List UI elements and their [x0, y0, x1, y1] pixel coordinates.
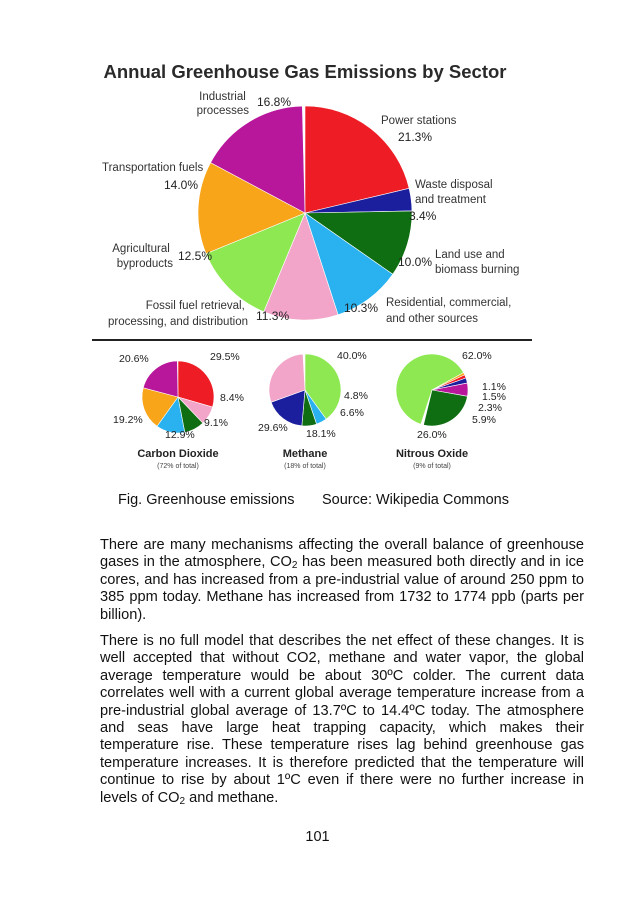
n2o-value-orange: 1.1% [482, 381, 506, 393]
ch4-chart-share: (18% of total) [284, 463, 326, 470]
caption-text: Fig. Greenhouse emissions [118, 492, 295, 508]
page-number: 101 [305, 829, 330, 845]
paragraph-2-subscript: 2 [179, 795, 186, 807]
n2o-value-lightgreen: 62.0% [462, 350, 492, 362]
paragraph-2-text-b: and methane. [185, 789, 279, 806]
paragraph-1-text-a: There are many mechanisms affecting the overall balance of greenhouse gases in the atmosphere, CO [100, 537, 584, 571]
body-paragraph-1 [100, 537, 584, 624]
n2o-value-red: 1.5% [482, 391, 506, 403]
label-industrial: Industrial processes [196, 91, 249, 117]
body-paragraph-2 [100, 633, 584, 807]
label-power: Power stations [381, 115, 457, 127]
ch4-value-navy: 18.1% [306, 428, 336, 440]
n2o-value-purple: 5.9% [472, 414, 496, 426]
label-fossil: Fossil fuel retrieval, processing, and distribution [108, 300, 248, 328]
value-industrial: 16.8% [257, 95, 292, 109]
main-pie-chart [198, 106, 412, 320]
co2-value-purple: 20.6% [119, 353, 149, 365]
label-agricultural: Agricultural byproducts [112, 243, 173, 270]
co2-value-orange: 19.2% [113, 414, 143, 426]
label-landuse: Land use and biomass burning [435, 249, 520, 276]
value-power: 21.3% [398, 130, 433, 144]
co2-value-pink: 8.4% [220, 392, 244, 404]
label-residential: Residential, commercial, and other sources [386, 297, 512, 325]
value-agricultural: 12.5% [178, 249, 213, 263]
n2o-value-green: 26.0% [417, 429, 447, 441]
co2-value-red: 29.5% [210, 351, 240, 363]
co2-chart-name: Carbon Dioxide [137, 448, 219, 460]
ch4-value-green: 6.6% [340, 407, 364, 419]
co2-chart-share: (72% of total) [157, 463, 199, 470]
value-landuse: 10.0% [398, 255, 433, 269]
paragraph-1-subscript: 2 [291, 560, 298, 572]
value-transport: 14.0% [164, 178, 199, 192]
label-waste: Waste disposal and treatment [415, 179, 493, 206]
nitrous-oxide-pie [396, 354, 468, 426]
ch4-chart-name: Methane [282, 448, 328, 460]
co2-value-green: 9.1% [204, 417, 228, 429]
figure-title: Annual Greenhouse Gas Emissions by Sector [103, 61, 507, 82]
caption-source: Source: Wikipedia Commons [322, 492, 509, 508]
ch4-value-pink: 29.6% [258, 422, 288, 434]
ch4-value-blue: 4.8% [344, 390, 368, 402]
ch4-value-lightgreen: 40.0% [337, 350, 367, 362]
value-waste: 3.4% [409, 209, 437, 223]
value-fossil: 11.3% [256, 309, 290, 323]
methane-pie [269, 354, 341, 426]
label-transport: Transportation fuels [102, 162, 204, 174]
paragraph-1-text-b: has been measured both directly and in ice cores, and has increased from a pre-industrial value of around 250 ppm to 385 ppm today. Methane has increased from 1732 to 1774 ppb (parts per billion). [100, 554, 584, 623]
paragraph-2-text-a: There is no full model that describes the net effect of these changes. It is well accepted that without CO2, methane and water vapor, the global average temperature would be about 30ºC colder. The current data correlates well with a current global average temperature increase from a pre-industrial global average of 13.7ºC to 14.4ºC today. The atmosphere and seas have large heat trapping capacity, which makes their temperature rise. These temperature rises lag behind greenhouse gas temperature increases. It is therefore predicted that the temperature will continue to rise by about 1ºC even if there were no further increase in levels of CO [100, 633, 584, 806]
n2o-chart-name: Nitrous Oxide [395, 448, 469, 460]
n2o-value-navy: 2.3% [478, 402, 502, 414]
co2-value-blue: 12.9% [165, 429, 195, 441]
value-residential: 10.3% [344, 301, 379, 315]
n2o-chart-share: (9% of total) [413, 463, 451, 470]
